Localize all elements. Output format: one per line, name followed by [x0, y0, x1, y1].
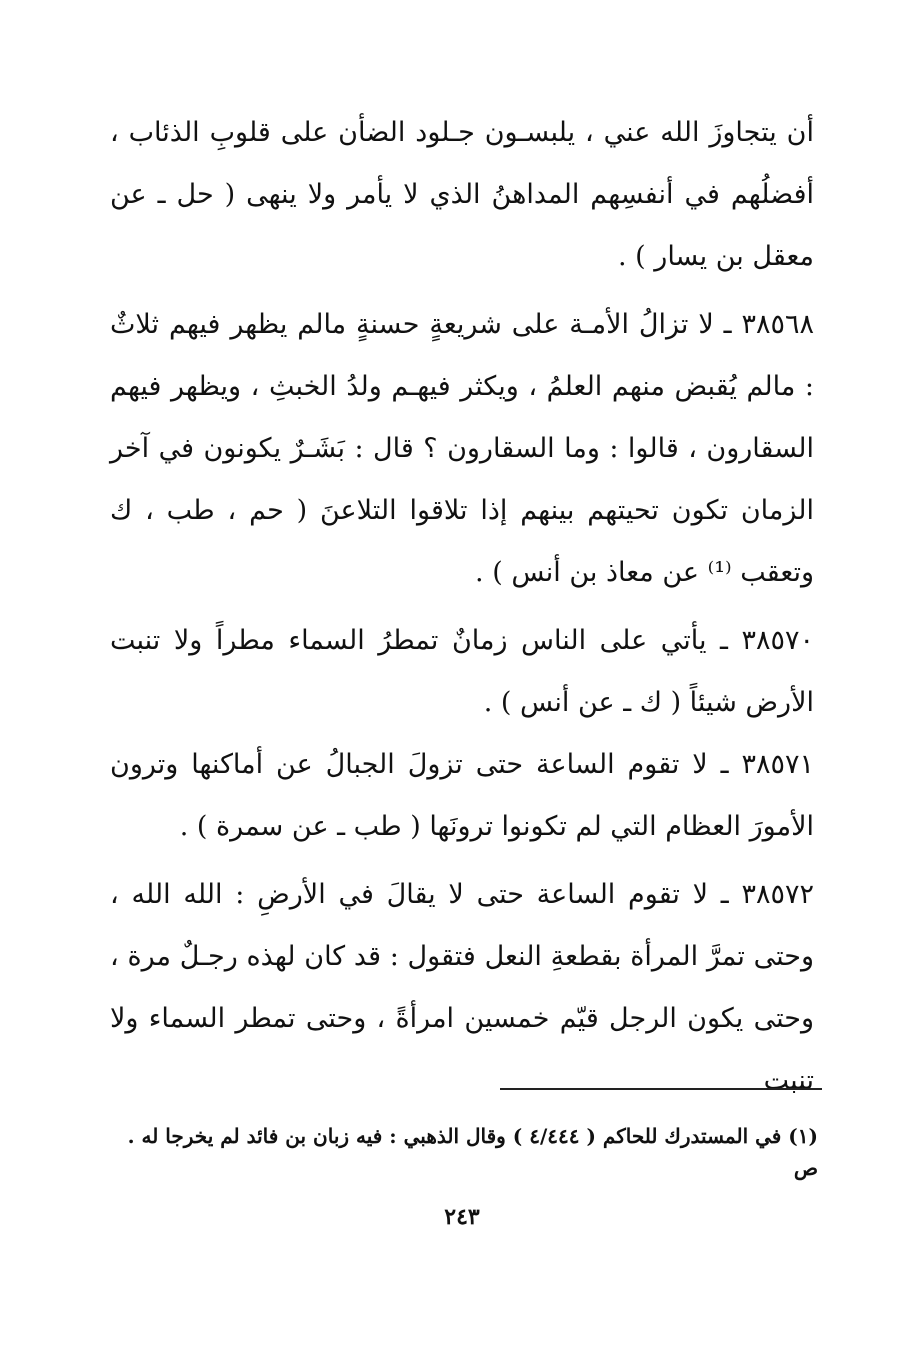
- hadith-38572: ٣٨٥٧٢ ـ لا تقوم الساعة حتى لا يقالَ في الأرضِ : الله الله ، وحتى تمرَّ المرأة بقطعةِ النعل فتقول : قد كان لهذه رجـلٌ مرة ، وحتى يكون الرجل قيّم خمسين امرأةً ، وحتى تمطر السماء ولا تنبت: [110, 879, 814, 1096]
- footnote: (١) في المستدرك للحاكم ( ٤/٤٤٤ ) وقال الذهبي : فيه زبان بن فائد لم يخرجا له . ص: [127, 1124, 818, 1180]
- footnote-divider: [500, 1088, 822, 1090]
- paragraph-continuation: أن يتجاوزَ الله عني ، يلبسـون جـلود الضأن على قلوبِ الذئاب ، أفضلُهم في أنفسِهم المداهنُ الذي لا يأمر ولا ينهى ( حل ـ عن معقل بن يسار ) .: [110, 117, 814, 272]
- page-number: ٢٤٣: [444, 1204, 480, 1230]
- hadith-38568: ٣٨٥٦٨ ـ لا تزالُ الأمـة على شريعةٍ حسنةٍ مالم يظهر فيهم ثلاثٌ : مالم يُقبض منهم العلمُ ، ويكثر فيهـم ولدُ الخبثِ ، ويظهر فيهم السقارون ، قالوا : وما السقارون ؟ قال : بَشَـرٌ يكونون في آخر الزمان تكون تحيتهم بينهم إذا تلاقوا التلاعنَ ( حم ، طب ، ك وتعقب ⁽¹⁾ عن معاذ بن أنس ) .: [110, 309, 814, 588]
- hadith-38571: ٣٨٥٧١ ـ لا تقوم الساعة حتى تزولَ الجبالُ عن أماكنها وترون الأمورَ العظام التي لم تكونوا ترونَها ( طب ـ عن سمرة ) .: [110, 749, 814, 842]
- hadith-38570: ٣٨٥٧٠ ـ يأتي على الناس زمانٌ تمطرُ السماء مطراً ولا تنبت الأرض شيئاً ( ك ـ عن أنس ) .: [110, 625, 814, 718]
- main-text: [110, 102, 814, 1112]
